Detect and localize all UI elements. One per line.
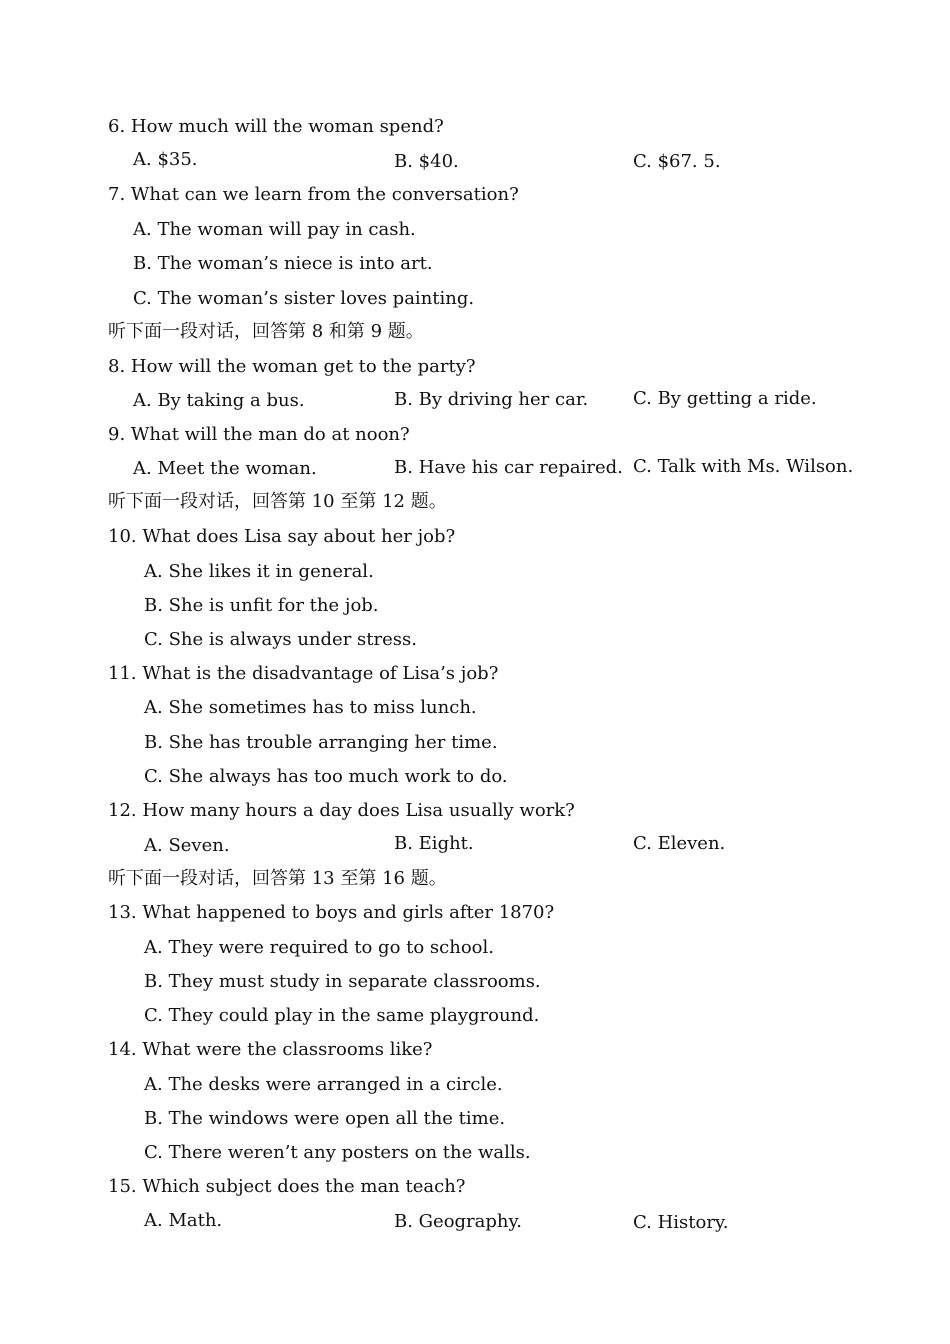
q10-option-a: A. She likes it in general. <box>144 561 374 582</box>
question-14: 14. What were the classrooms like? <box>108 1039 433 1060</box>
question-7: 7. What can we learn from the conversation? <box>108 184 519 205</box>
q15-option-b: B. Geography. <box>394 1211 523 1232</box>
section-heading-8-9: 听下面一段对话，回答第 8 和第 9 题。 <box>108 321 424 342</box>
question-8: 8. How will the woman get to the party? <box>108 356 476 377</box>
question-9: 9. What will the man do at noon? <box>108 424 410 445</box>
q14-option-c: C. There weren’t any posters on the walls. <box>144 1142 531 1163</box>
q6-option-c: C. $67. 5. <box>633 151 721 172</box>
question-10: 10. What does Lisa say about her job? <box>108 526 456 547</box>
q11-option-b: B. She has trouble arranging her time. <box>144 732 498 753</box>
section-heading-13-16: 听下面一段对话，回答第 13 至第 16 题。 <box>108 868 447 889</box>
q15-option-c: C. History. <box>633 1212 729 1233</box>
q14-option-a: A. The desks were arranged in a circle. <box>144 1074 503 1095</box>
q9-option-b: B. Have his car repaired. <box>394 457 623 478</box>
question-11: 11. What is the disadvantage of Lisa’s job? <box>108 663 499 684</box>
q10-option-c: C. She is always under stress. <box>144 629 417 650</box>
q6-option-a: A. $35. <box>133 149 198 170</box>
q13-option-a: A. They were required to go to school. <box>144 937 494 958</box>
q11-option-c: C. She always has too much work to do. <box>144 766 508 787</box>
q8-option-b: B. By driving her car. <box>394 389 589 410</box>
q11-option-a: A. She sometimes has to miss lunch. <box>144 697 477 718</box>
q12-option-b: B. Eight. <box>394 833 474 854</box>
q8-option-c: C. By getting a ride. <box>633 388 817 409</box>
q9-option-a: A. Meet the woman. <box>133 458 317 479</box>
q14-option-b: B. The windows were open all the time. <box>144 1108 506 1129</box>
q8-option-a: A. By taking a bus. <box>133 390 305 411</box>
question-6: 6. How much will the woman spend? <box>108 116 444 137</box>
q12-option-a: A. Seven. <box>144 835 230 856</box>
q12-option-c: C. Eleven. <box>633 833 726 854</box>
q13-option-c: C. They could play in the same playground. <box>144 1005 540 1026</box>
q13-option-b: B. They must study in separate classrooms. <box>144 971 541 992</box>
question-15: 15. Which subject does the man teach? <box>108 1176 466 1197</box>
q7-option-c: C. The woman’s sister loves painting. <box>133 288 475 309</box>
q9-option-c: C. Talk with Ms. Wilson. <box>633 456 854 477</box>
q7-option-a: A. The woman will pay in cash. <box>133 219 416 240</box>
q6-option-b: B. $40. <box>394 151 459 172</box>
section-heading-10-12: 听下面一段对话，回答第 10 至第 12 题。 <box>108 491 447 512</box>
q15-option-a: A. Math. <box>144 1210 223 1231</box>
question-13: 13. What happened to boys and girls after 1870? <box>108 902 555 923</box>
q7-option-b: B. The woman’s niece is into art. <box>133 253 433 274</box>
question-12: 12. How many hours a day does Lisa usually work? <box>108 800 575 821</box>
q10-option-b: B. She is unfit for the job. <box>144 595 379 616</box>
